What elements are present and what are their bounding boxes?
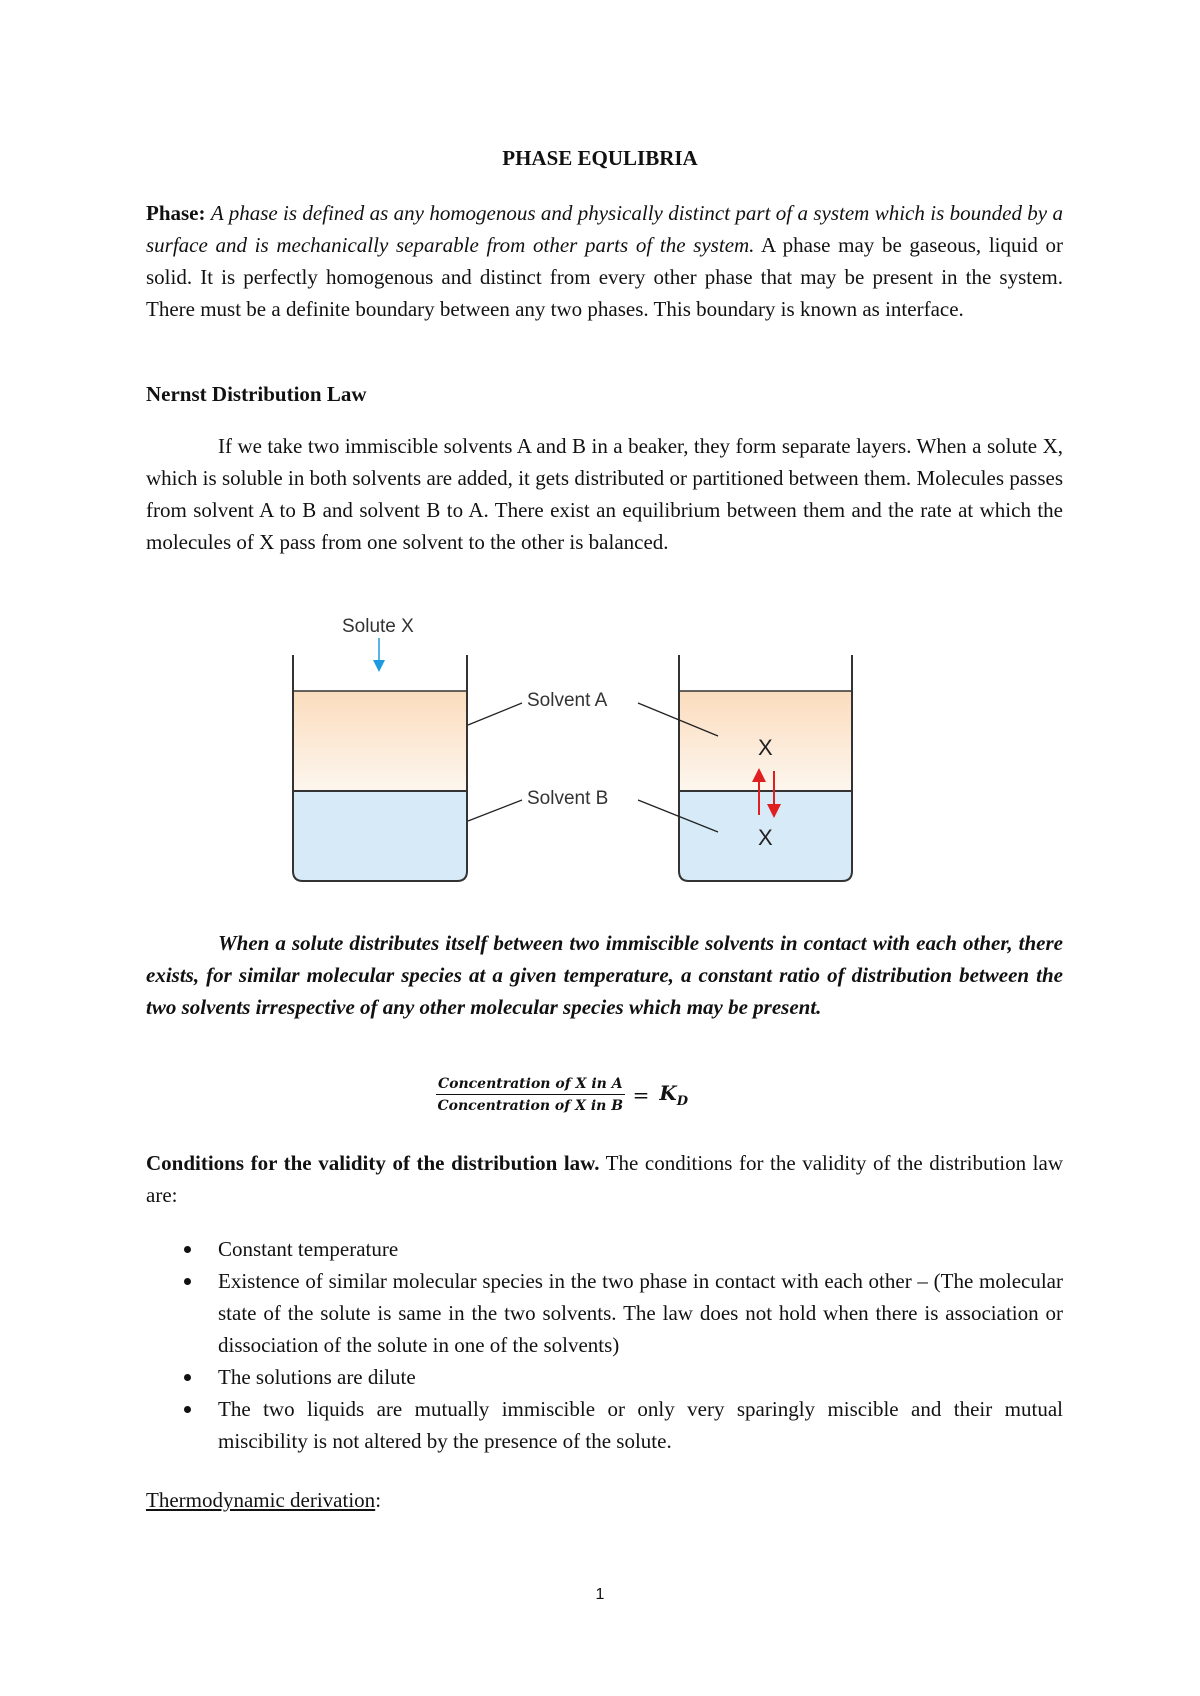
phase-description: A phase may be gaseous, liquid or solid. It is perfectly homogenous and distinct from every other phase that may be present in the system. There must be a definite boundary between any two phases. This boundary is known as interface.	[146, 233, 1064, 321]
list-item: The solutions are dilute	[146, 1361, 1063, 1393]
nernst-text: If we take two immiscible solvents A and B in a beaker, they form separate layers. When a solute X, which is soluble in both solvents are added, it gets distributed or partitioned between them. Molecules passes from solvent A to B and solvent B to A. There exist an equilibrium between them and the rate at which the molecules of X pass from one solvent to the other is balanced.	[146, 434, 1063, 554]
solvent-a-label: Solvent A	[527, 690, 608, 711]
conditions-list	[146, 1233, 1063, 1457]
bullet-icon	[184, 1278, 191, 1285]
solvent-a-layer	[293, 691, 467, 791]
list-item: Existence of similar molecular species in the two phase in contact with each other – (The molecular state of the solute is same in the two solvents. The law does not hold when there is association or dissociation of the solute in one of the solvents)	[146, 1265, 1063, 1361]
formula-denominator: Concentration of X in B	[437, 1098, 624, 1114]
solvent-b-label: Solvent B	[527, 788, 609, 809]
formula-numerator: Concentration of X in A	[436, 1076, 625, 1095]
list-item: The two liquids are mutually immiscible or only very sparingly miscible and their mutual miscibility is not altered by the presence of the solute.	[146, 1393, 1063, 1457]
x-in-a-label: X	[758, 735, 773, 760]
left-beaker	[293, 655, 467, 881]
thermo-heading: Thermodynamic derivation:	[146, 1488, 382, 1512]
list-item: Constant temperature	[146, 1233, 1063, 1265]
distribution-formula	[436, 1076, 688, 1114]
law-statement	[146, 927, 1063, 1023]
formula-equals: =	[632, 1083, 650, 1107]
bullet-icon	[184, 1406, 191, 1413]
bullet-icon	[184, 1374, 191, 1381]
bullet-icon	[184, 1246, 191, 1253]
x-in-b-label: X	[758, 825, 773, 850]
solute-x-label: Solute X	[342, 616, 414, 637]
conditions-intro: The conditions for the validity of the distribution law are:	[146, 1151, 1064, 1207]
formula-kd: $K_D$	[659, 1081, 689, 1109]
conditions-paragraph	[146, 1147, 1063, 1211]
law-text: When a solute distributes itself between two immiscible solvents in contact with each other, there exists, for similar molecular species at a given temperature, a constant ratio of distribution between the two solvents irrespective of any other molecular species which may be present.	[146, 931, 1063, 1019]
page-number: 1	[595, 1586, 605, 1603]
page-title: PHASE EQULIBRIA	[502, 146, 698, 170]
solvent-b-layer	[293, 791, 467, 881]
nernst-heading: Nernst Distribution Law	[146, 382, 367, 406]
phase-term: Phase:	[146, 201, 206, 225]
phase-definition: A phase is defined as any homogenous and physically distinct part of a system which is bounded by a surface and is mechanically separable from other parts of the system.	[146, 201, 1063, 257]
conditions-heading: Conditions for the validity of the distribution law.	[146, 1151, 600, 1175]
